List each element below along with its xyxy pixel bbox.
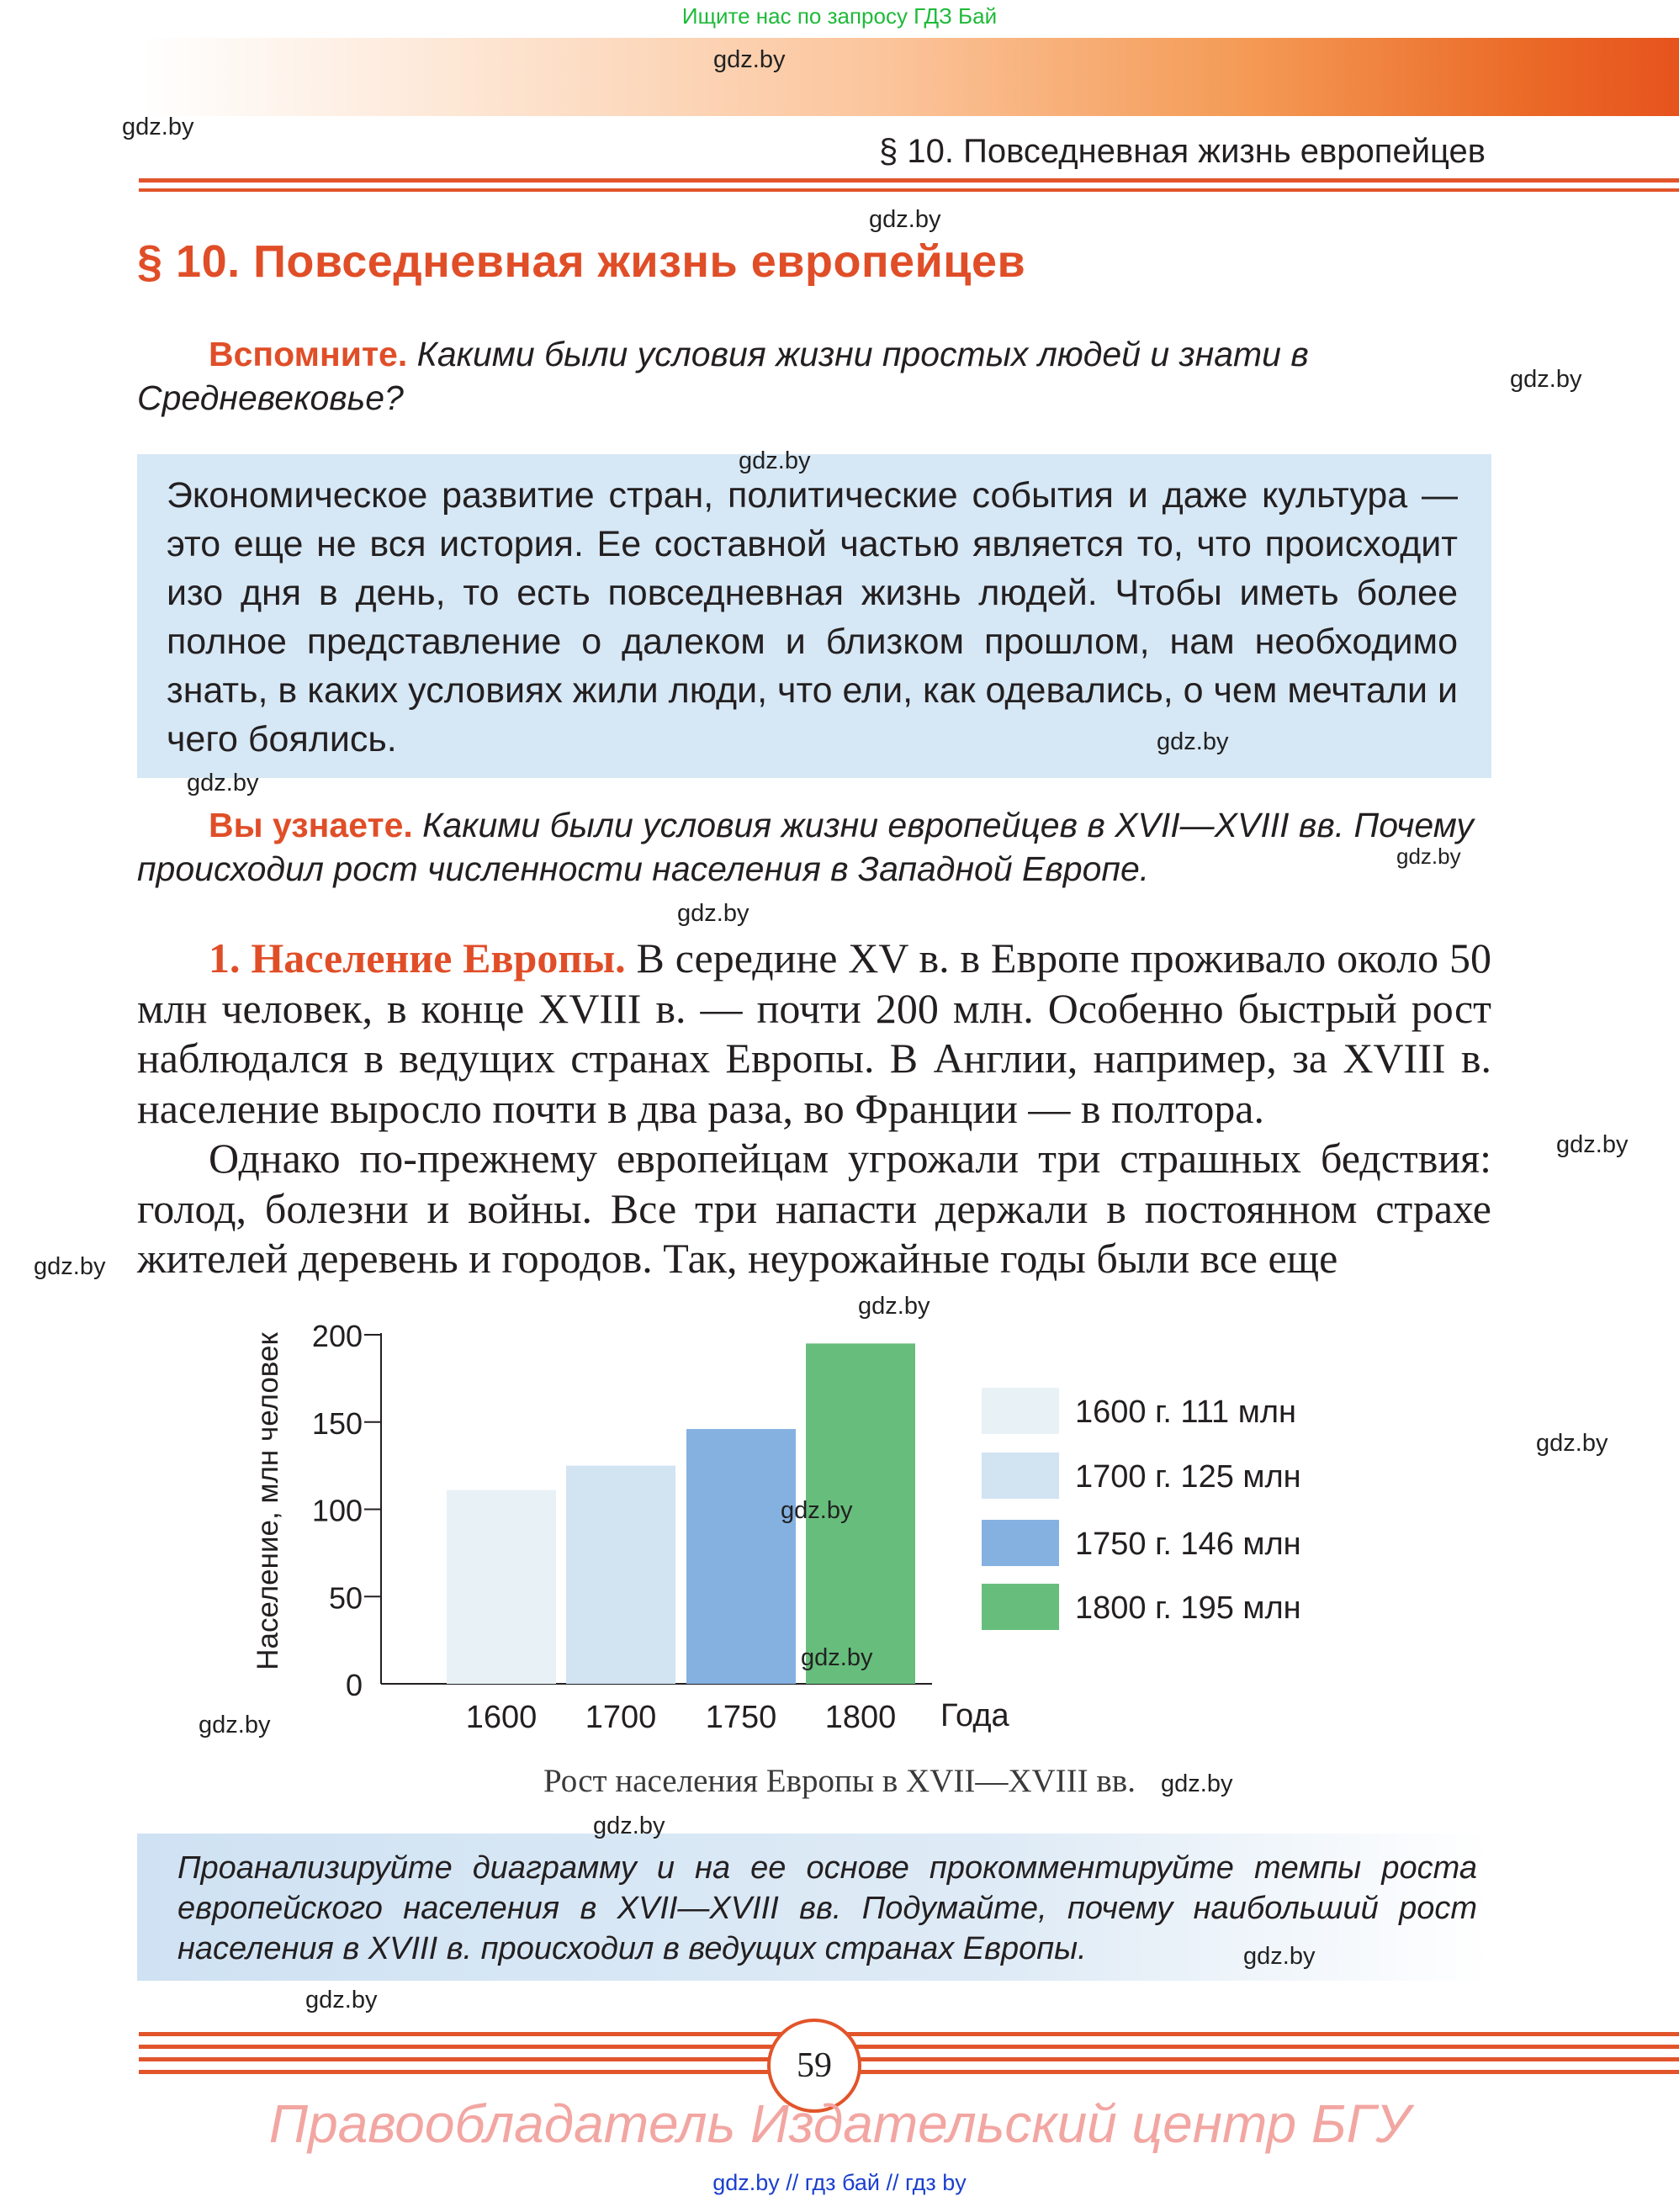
legend-label-1750: 1750 г. 146 млн [1075, 1527, 1301, 1562]
recall-text: Какими были условия жизни простых людей и знати в Средневековье? [137, 335, 1309, 417]
legend-label-1700: 1700 г. 125 млн [1075, 1459, 1301, 1495]
bar-1700 [566, 1466, 675, 1684]
paragraph-text: В середине XV в. в Европе проживало около 50 млн человек, в конце XVIII в. — почти 200 млн. Особенно быстрый рост наблюдался в ведущих странах Европы. В Англии, например, за XVIII в. население выросло почти в два раза, во Франции — в полтора. [137, 934, 1491, 1132]
recall-prompt [137, 332, 1491, 420]
y-tick-label: 50 [328, 1580, 363, 1616]
legend-label-1600: 1600 г. 111 млн [1075, 1394, 1297, 1430]
legend-swatch-1800 [982, 1584, 1059, 1630]
page-number: 59 [767, 2019, 861, 2113]
watermark: gdz.by [781, 1497, 853, 1524]
legend-swatch-1750 [982, 1520, 1059, 1566]
y-tick-label: 0 [345, 1668, 363, 1702]
paragraph [137, 934, 1491, 1134]
watermark: gdz.by [1157, 728, 1229, 755]
intro-text: Экономическое развитие стран, политические события и даже культура — это еще не вся история. Ее составной частью является то, что происходит изо дня в день, то есть повседневная жизнь людей. Чтобы иметь более полное представление о далеком и близком прошлом, нам необходимо знать, в каких условиях жили люди, что ели, как одевались, о чем мечтали и чего боялись. [167, 475, 1458, 759]
watermark: gdz.by [1556, 1131, 1629, 1158]
footer-rule [139, 2032, 1679, 2036]
watermark: gdz.by [199, 1712, 271, 1738]
x-tick-label: 1600 [465, 1700, 538, 1735]
watermark: gdz.by [187, 770, 259, 796]
watermark: gdz.by [801, 1644, 873, 1671]
footer-rule [139, 2057, 1679, 2061]
watermark: gdz.by [593, 1812, 665, 1839]
learn-text: Какими были условия жизни европейцев в XVII—XVIII вв. Почему происходил рост численности населения в Западной Европе. [137, 806, 1474, 888]
main-text [137, 934, 1491, 1284]
watermark: gdz.by [1536, 1430, 1608, 1457]
watermark: gdz.by [305, 1987, 378, 2014]
x-tick-label: 1700 [585, 1700, 657, 1735]
footer-rule [139, 2070, 1679, 2074]
legend-label-1800: 1800 г. 195 млн [1075, 1590, 1301, 1626]
bar-1600 [447, 1490, 556, 1684]
y-tick-label: 100 [311, 1493, 363, 1528]
watermark: gdz.by [34, 1253, 106, 1280]
watermark: gdz.by [1510, 366, 1582, 393]
legend-swatch-1600 [982, 1388, 1059, 1434]
subsection-heading: 1. Население Европы. [209, 934, 626, 982]
watermark: gdz.by [1161, 1770, 1233, 1797]
header-rule-top [139, 178, 1679, 183]
watermark: gdz.by [677, 900, 749, 927]
y-tick-label: 150 [311, 1405, 363, 1441]
watermark: gdz.by [713, 46, 786, 73]
task-text: Проанализируйте диаграмму и на ее основе прокомментируйте темпы роста европейского населения в XVII—XVIII вв. Подумайте, почему наибольший рост населения в XVIII в. происходил в ведущих странах Европы. [177, 1850, 1477, 1966]
header-rule-bottom [139, 188, 1679, 192]
chart-caption: Рост населения Европы в XVII—XVIII вв. [543, 1763, 1136, 1799]
watermark: gdz.by [739, 447, 811, 474]
section-title: § 10. Повседневная жизнь европейцев [137, 236, 1026, 287]
watermark: gdz.by [858, 1293, 930, 1320]
learn-lead: Вы узнаете. [209, 806, 413, 844]
watermark: gdz.by [869, 206, 941, 233]
bar-1750 [686, 1429, 796, 1684]
intro-box [137, 454, 1491, 778]
legend-swatch-1700 [982, 1453, 1059, 1499]
y-axis-title: Население, млн человек [252, 1332, 284, 1670]
footer-rule [139, 2045, 1679, 2049]
learn-prompt [137, 803, 1491, 891]
search-hint: Ищите нас по запросу ГДЗ Бай [681, 3, 998, 29]
x-tick-label: 1750 [705, 1700, 777, 1735]
copyright-notice: Правообладатель Издательский центр БГУ [268, 2093, 1411, 2154]
x-tick-label: 1800 [824, 1700, 897, 1735]
running-head: § 10. Повседневная жизнь европейцев [879, 133, 1486, 170]
watermark: gdz.by [1396, 844, 1461, 869]
x-axis-title: Года [940, 1698, 1009, 1733]
watermark: gdz.by [1243, 1943, 1316, 1970]
watermark: gdz.by [122, 114, 194, 140]
recall-lead: Вспомните. [209, 335, 408, 373]
y-tick-label: 200 [311, 1319, 363, 1353]
paragraph: Однако по-прежнему европейцам угрожали три страшных бедствия: голод, болезни и войны. Все три напасти держали в постоянном страхе жителей деревень и городов. Так, неурожайные годы были все еще [137, 1135, 1491, 1282]
header-banner [143, 38, 1679, 116]
footer-links[interactable]: gdz.by // гдз бай // гдз by [712, 2170, 967, 2195]
